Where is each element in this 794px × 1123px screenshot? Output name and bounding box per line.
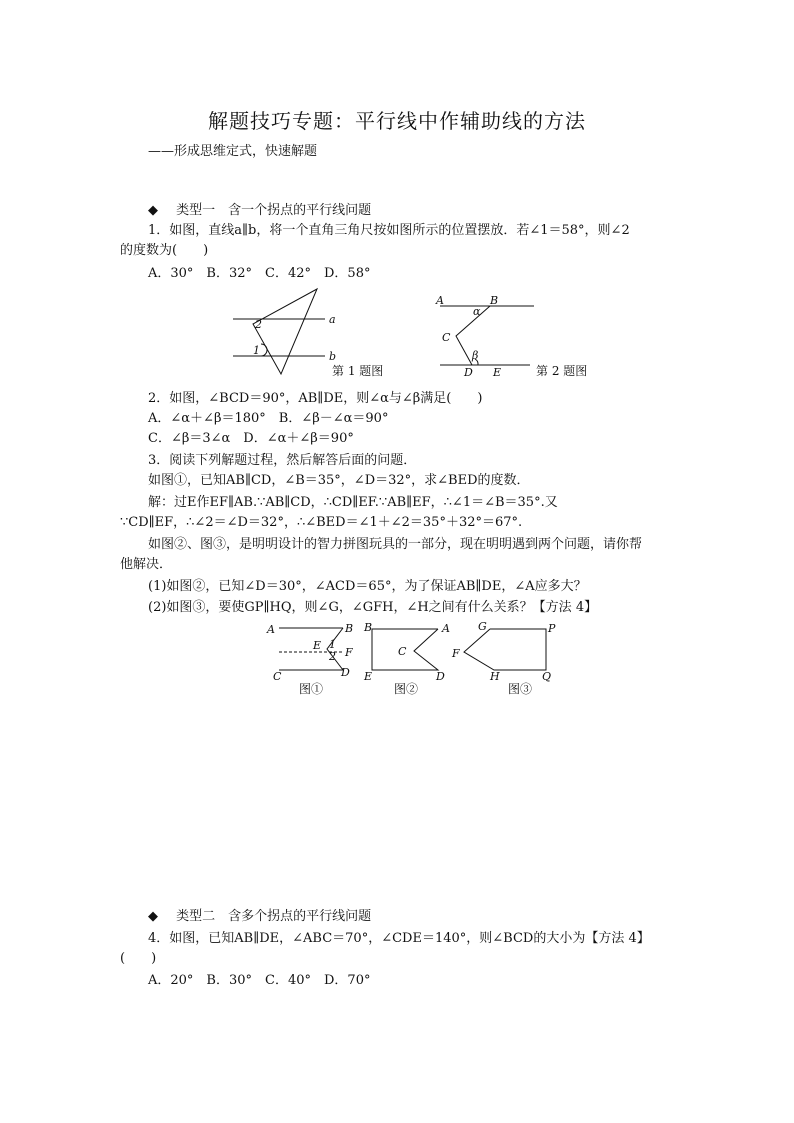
q4-line-2: ( ) (120, 951, 157, 966)
figure-1-caption: 第 1 题图 (332, 364, 384, 378)
label-C: C (442, 331, 451, 344)
q3-line-4: ∵CD∥EF，∴∠2＝∠D＝32°，∴∠BED＝∠1＋∠2＝35°＋32°＝67°. (120, 515, 523, 530)
q3-line-1: 3．阅读下列解题过程，然后解答后面的问题． (148, 453, 417, 468)
q4-options: A．20° B．30° C．40° D．70° (148, 973, 371, 988)
figure-3-1-caption: 图① (299, 682, 324, 696)
diamond-icon: ◆ (148, 203, 158, 218)
label-1: 1 (329, 638, 336, 651)
q3-sub-2: (2)如图③，要使GP∥HQ，则∠G，∠GFH，∠H之间有什么关系？【方法 4】 (148, 600, 598, 615)
label-F: F (345, 646, 353, 659)
label-angle-1: 1 (253, 344, 260, 357)
label-F: F (452, 647, 460, 660)
label-D: D (436, 670, 445, 683)
label-G: G (478, 620, 487, 633)
figure-2 (430, 292, 600, 384)
label-A: A (267, 623, 275, 636)
triangle-ruler (253, 289, 317, 374)
q3-line-5: 如图②、图③，是明明设计的智力拼图玩具的一部分，现在明明遇到两个问题，请你帮 (148, 537, 643, 552)
section-1-heading (148, 201, 371, 221)
label-angle-2: 2 (255, 318, 262, 331)
page-subtitle: ——形成思维定式，快速解题 (148, 144, 318, 159)
q1-options: A．30° B．32° C．42° D．58° (148, 266, 371, 281)
figure-2-caption: 第 2 题图 (536, 364, 588, 378)
figure-3-2 (360, 620, 460, 698)
label-Q: Q (542, 670, 552, 683)
shape-outline (464, 629, 546, 670)
label-B: B (345, 622, 354, 635)
q3-line-6: 他解决． (120, 557, 173, 572)
label-E: E (493, 366, 502, 379)
label-b: b (329, 350, 337, 363)
angle-1-arc (261, 344, 267, 356)
page-title: 解题技巧专题：平行线中作辅助线的方法 (208, 109, 586, 133)
diamond-icon: ◆ (148, 909, 158, 924)
label-D: D (464, 366, 473, 379)
q2-options-2: C．∠β＝3∠α D．∠α＋∠β＝90° (148, 431, 354, 446)
label-A: A (436, 294, 444, 307)
figure-3-1 (263, 620, 363, 698)
q1-line-1: 1．如图，直线a∥b，将一个直角三角尺按如图所示的位置摆放．若∠1＝58°，则∠2 (148, 223, 630, 238)
label-H: H (490, 670, 500, 683)
label-2: 2 (329, 650, 336, 663)
section-1-title: 类型一 含一个拐点的平行线问题 (176, 203, 372, 218)
label-beta: β (472, 349, 479, 362)
label-a: a (329, 313, 336, 326)
label-D: D (341, 666, 350, 679)
label-E: E (364, 670, 373, 683)
figure-3-3 (450, 620, 560, 698)
q3-line-2: 如图①，已知AB∥CD，∠B＝35°，∠D＝32°，求∠BED的度数． (148, 473, 530, 488)
label-B: B (364, 621, 373, 634)
label-alpha: α (473, 305, 481, 318)
q3-sub-1: (1)如图②，已知∠D＝30°，∠ACD＝65°，为了保证AB∥DE，∠A应多大？ (148, 579, 587, 594)
figure-1 (225, 286, 405, 386)
section-2-heading (148, 907, 371, 927)
section-2-title: 类型二 含多个拐点的平行线问题 (176, 909, 372, 924)
figure-3-2-caption: 图② (394, 682, 419, 696)
label-P: P (548, 622, 556, 635)
q2-options-1: A．∠α＋∠β＝180° B．∠β－∠α＝90° (148, 411, 389, 426)
q3-line-3: 解：过E作EF∥AB.∵AB∥CD，∴CD∥EF.∵AB∥EF，∴∠1＝∠B＝35°.又 (148, 495, 558, 510)
q1-line-2: 的度数为( ) (120, 243, 209, 258)
q4-line-1: 4．如图，已知AB∥DE，∠ABC＝70°，∠CDE＝140°，则∠BCD的大小为【方法 4】 (148, 931, 650, 946)
label-E: E (313, 639, 322, 652)
label-B: B (490, 294, 499, 307)
label-A: A (442, 622, 450, 635)
figure-3-3-caption: 图③ (508, 682, 533, 696)
label-C: C (273, 670, 282, 683)
label-C: C (398, 645, 407, 658)
q2-line-1: 2．如图，∠BCD＝90°，AB∥DE，则∠α与∠β满足( ) (148, 391, 483, 406)
